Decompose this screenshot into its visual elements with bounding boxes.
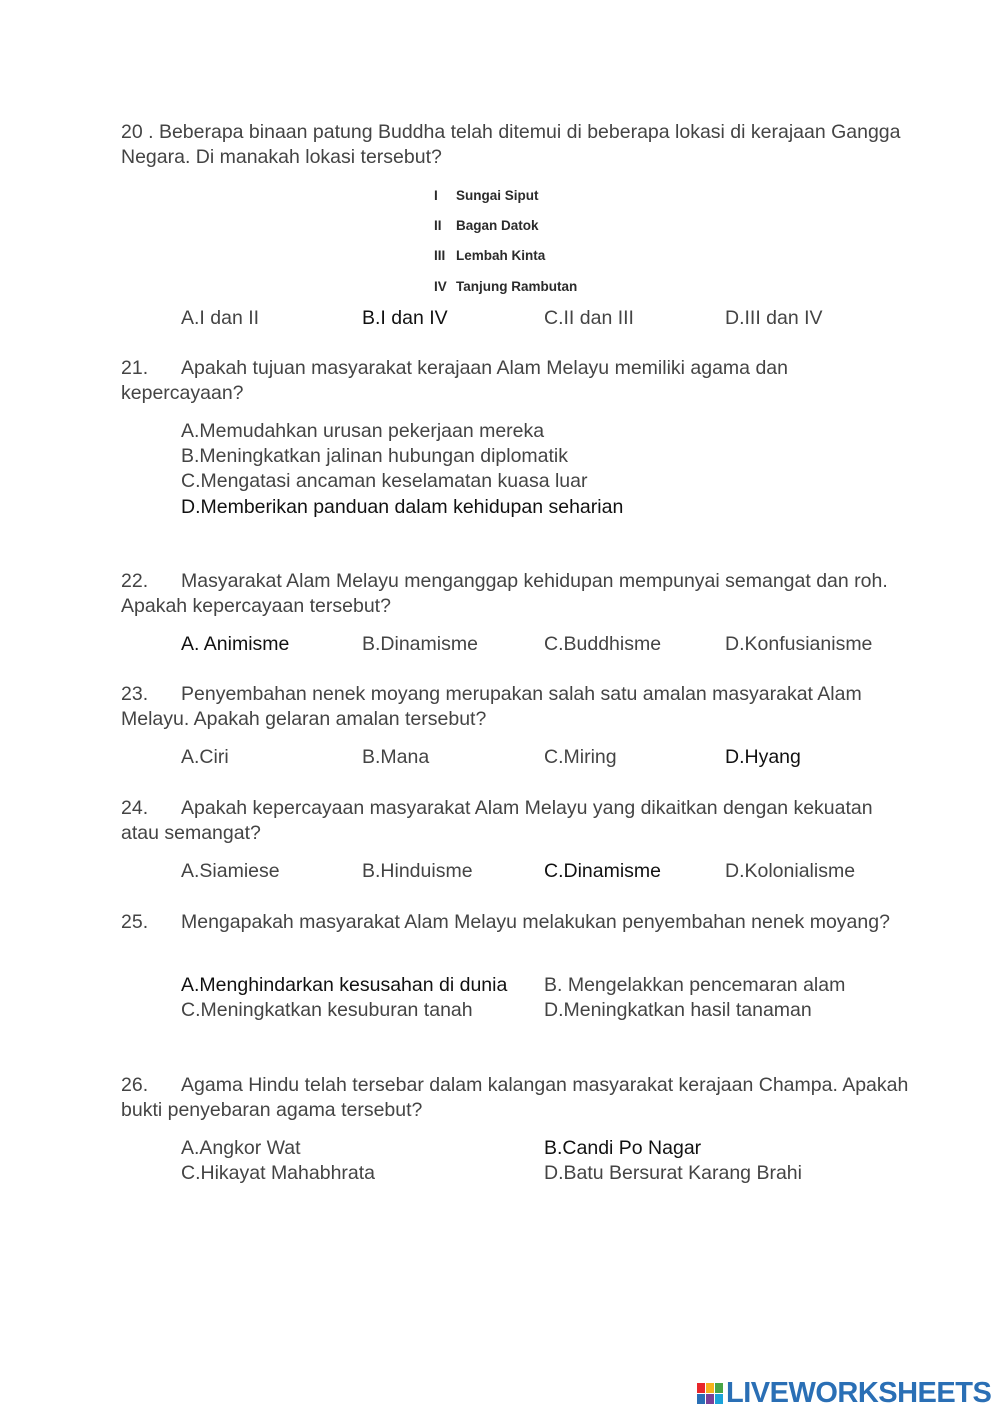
question-23-text: 23. Penyembahan nenek moyang merupakan salah satu amalan masyarakat Alam Melayu. Apakah gelaran amalan tersebut?	[121, 683, 862, 730]
q23-option-a[interactable]: A.Ciri	[181, 746, 229, 768]
question-21-text: 21. Apakah tujuan masyarakat kerajaan Alam Melayu memiliki agama dan kepercayaan?	[121, 357, 788, 404]
q23-option-b[interactable]: B.Mana	[362, 746, 430, 768]
q24-option-b[interactable]: B.Hinduisme	[362, 860, 473, 882]
q20-option-b[interactable]: B.I dan IV	[362, 307, 448, 329]
q26-option-b[interactable]: B.Candi Po Nagar	[544, 1137, 702, 1159]
q20-option-c[interactable]: C.II dan III	[544, 307, 634, 329]
q21-option-b[interactable]: B.Meningkatkan jalinan hubungan diplomatik	[181, 445, 569, 467]
q24-option-a[interactable]: A.Siamiese	[181, 860, 280, 882]
q26-option-c[interactable]: C.Hikayat Mahabhrata	[181, 1162, 376, 1184]
q20-option-a[interactable]: A.I dan II	[181, 307, 260, 329]
brand-name: LIVEWORKSHEETS	[726, 1376, 992, 1409]
statement-i: I Sungai Siput	[434, 188, 539, 203]
q21-option-a[interactable]: A.Memudahkan urusan pekerjaan mereka	[181, 420, 545, 442]
q23-option-c[interactable]: C.Miring	[544, 746, 617, 768]
statement-iv: IV Tanjung Rambutan	[434, 279, 578, 294]
q26-option-a[interactable]: A.Angkor Wat	[181, 1137, 301, 1159]
q26-option-d[interactable]: D.Batu Bersurat Karang Brahi	[544, 1162, 802, 1184]
logo-icon	[697, 1383, 723, 1404]
question-20-text: 20 . Beberapa binaan patung Buddha telah ditemui di beberapa lokasi di kerajaan Gangga Negara. Di manakah lokasi tersebut?	[121, 121, 901, 168]
statement-ii: II Bagan Datok	[434, 218, 539, 233]
q20-option-d[interactable]: D.III dan IV	[725, 307, 823, 329]
question-24-text: 24. Apakah kepercayaan masyarakat Alam Melayu yang dikaitkan dengan kekuatan atau semangat?	[121, 797, 873, 844]
q22-option-c[interactable]: C.Buddhisme	[544, 633, 662, 655]
question-25-text: 25. Mengapakah masyarakat Alam Melayu melakukan penyembahan nenek moyang?	[121, 911, 890, 933]
q24-option-d[interactable]: D.Kolonialisme	[725, 860, 856, 882]
q25-option-c[interactable]: C.Meningkatkan kesuburan tanah	[181, 999, 473, 1021]
q25-option-b[interactable]: B. Mengelakkan pencemaran alam	[544, 974, 846, 996]
q22-option-d[interactable]: D.Konfusianisme	[725, 633, 873, 655]
q24-option-c[interactable]: C.Dinamisme	[544, 860, 662, 882]
q25-option-d[interactable]: D.Meningkatkan hasil tanaman	[544, 999, 812, 1021]
question-26-text: 26. Agama Hindu telah tersebar dalam kalangan masyarakat kerajaan Champa. Apakah bukti penyebaran agama tersebut?	[121, 1074, 909, 1121]
q22-option-b[interactable]: B.Dinamisme	[362, 633, 478, 655]
statement-iii: III Lembah Kinta	[434, 248, 546, 263]
q25-option-a[interactable]: A.Menghindarkan kesusahan di dunia	[181, 974, 508, 996]
q21-option-c[interactable]: C.Mengatasi ancaman keselamatan kuasa luar	[181, 470, 588, 492]
q23-option-d[interactable]: D.Hyang	[725, 746, 801, 768]
q22-option-a[interactable]: A. Animisme	[181, 633, 290, 655]
question-22-text: 22. Masyarakat Alam Melayu menganggap kehidupan mempunyai semangat dan roh. Apakah kepercayaan tersebut?	[121, 570, 888, 617]
q21-option-d[interactable]: D.Memberikan panduan dalam kehidupan seharian	[181, 496, 624, 518]
liveworksheets-logo[interactable]	[697, 1378, 991, 1408]
